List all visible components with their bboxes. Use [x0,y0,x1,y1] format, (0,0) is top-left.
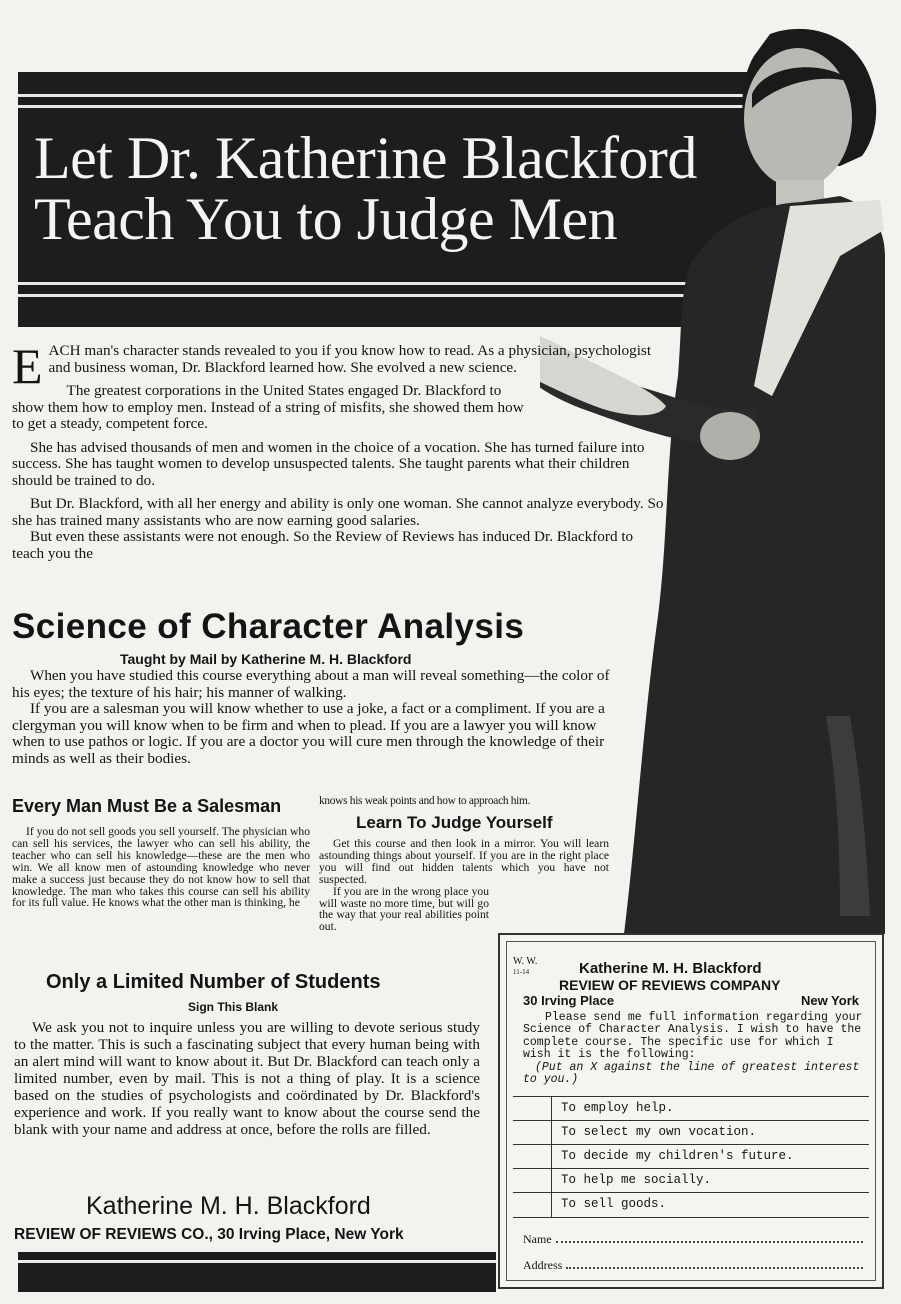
salesman-continuation: knows his weak points and how to approach him. [319,795,531,807]
coupon-city: New York [800,993,859,1008]
coupon-request: Please send me full information regarding your Science of Character Analysis. I wish to have the complete course. The specific use for which I wish it is the following: [523,1011,863,1062]
section-subtitle: Taught by Mail by Katherine M. H. Blackford [120,651,412,667]
address-label: Address [523,1258,563,1272]
option-label: To sell goods. [561,1197,667,1211]
intro-paragraph-5: But even these assistants were not enough. So the Review of Reviews has induced Dr. Blackford to teach you the [12,528,634,562]
coupon-code: W. W. 11-14 [513,956,538,976]
salesman-body [12,826,310,909]
limited-paragraph: We ask you not to inquire unless you are willing to devote serious study to the matter. This is such a fascinating subject that every human being with an alert mind will want to know about it. But Dr. Blackford can teach only a limited number, even by mail. This is not a thing of play. It is a science based on the studies of psychologists and coördinated by Dr. Blackford's experience and work. If you really want to know about the course send the blank with your name and address at once, before the rolls are filled. [14,1019,480,1138]
limited-subheading: Sign This Blank [188,1000,279,1014]
checkbox-sell[interactable] [513,1193,552,1217]
judge-body [319,838,609,933]
judge-paragraph-2: If you are in the wrong place you will waste no more time, but will go the way that your real abilities point out. [319,884,489,934]
option-row-employ[interactable] [513,1096,869,1121]
drop-cap: E [12,338,43,394]
intro-paragraph-3: She has advised thousands of men and women in the choice of a vocation. She has turned failure into success. She has taught women to develop unsuspected talents. She taught parents what their children should be trained to do. [12,438,645,489]
checkbox-vocation[interactable] [513,1121,552,1145]
signature-name: Katherine M. H. Blackford [86,1192,371,1220]
address-field[interactable] [523,1258,863,1273]
name-label: Name [523,1232,552,1246]
option-label: To select my own vocation. [561,1125,757,1139]
intro-paragraph-4: But Dr. Blackford, with all her energy and ability is only one woman. She cannot analyze everybody. So she has trained many assistants who are now earning good salaries. [12,495,664,529]
limited-body [14,1019,480,1138]
coupon-company: REVIEW OF REVIEWS COMPANY [559,977,781,993]
bottom-bar [18,1252,496,1292]
option-label: To help me socially. [561,1173,712,1187]
checkbox-children[interactable] [513,1145,552,1169]
option-row-socially[interactable] [513,1168,869,1193]
address-line[interactable] [566,1258,863,1269]
coupon-street: 30 Irving Place [523,993,615,1008]
salesman-heading: Every Man Must Be a Salesman [12,796,282,816]
section-title: Science of Character Analysis [12,607,525,646]
name-field[interactable] [523,1232,863,1247]
science-paragraph-2: If you are a salesman you will know whether to use a joke, a fact or a compliment. If you are a clergyman you will know when to be firm and when to plead. If you are a lawyer you will know when to use pathos or logic. If you are a doctor you will cure men through the knowledge of their minds as well as their bodies. [12,700,605,767]
coupon-border [506,941,876,1281]
option-row-children[interactable] [513,1144,869,1169]
bottom-bar-rule [18,1260,496,1263]
intro-paragraph-2: The greatest corporations in the United States engaged Dr. Blackford to show them how to employ men. Instead of a string of misfits, she showed them how to get a steady, competent force. [12,382,524,432]
judge-paragraph-1: Get this course and then look in a mirror. You will learn astounding things about yourself. If you are in the right place you will find out hidden talents which you have not suspected. [319,837,609,886]
science-body [12,668,612,767]
signature-address: REVIEW OF REVIEWS CO., 30 Irving Place, New York [14,1226,404,1243]
checkbox-socially[interactable] [513,1169,552,1193]
intro-paragraph-1: E ACH man's character stands revealed to you if you know how to read. As a physician, psychologist and business woman, Dr. Blackford learned how. She evolved a new science. [12,338,652,394]
science-paragraph-1: When you have studied this course everything about a man will reveal something—the color of his eyes; the texture of his hair; his manner of walking. [12,667,610,701]
checkbox-employ[interactable] [513,1097,552,1121]
headline-line-1: Let Dr. Katherine Blackford [34,125,697,191]
intro-text [12,338,664,569]
option-row-vocation[interactable] [513,1120,869,1145]
option-row-sell[interactable] [513,1192,869,1218]
limited-heading: Only a Limited Number of Students [46,971,381,993]
judge-heading: Learn To Judge Yourself [356,813,553,832]
coupon-recipient: Katherine M. H. Blackford [579,960,762,977]
headline-line-2: Teach You to Judge Men [34,186,618,252]
order-coupon[interactable] [498,933,884,1289]
name-line[interactable] [556,1232,863,1243]
salesman-paragraph: If you do not sell goods you sell yourself. The physician who can sell his services, the lawyer who can sell his ability, the teacher who can sell his knowledge—these are the men who win. We all know men of astounding knowledge who never make a success just because they do not know how to sell that knowledge. The man who takes this course can sell his ability for its full value. He knows what the other man is thinking, he [12,825,310,910]
option-label: To employ help. [561,1101,674,1115]
coupon-instruction: (Put an X against the line of greatest interest to you.) [523,1061,860,1087]
option-label: To decide my children's future. [561,1149,794,1163]
